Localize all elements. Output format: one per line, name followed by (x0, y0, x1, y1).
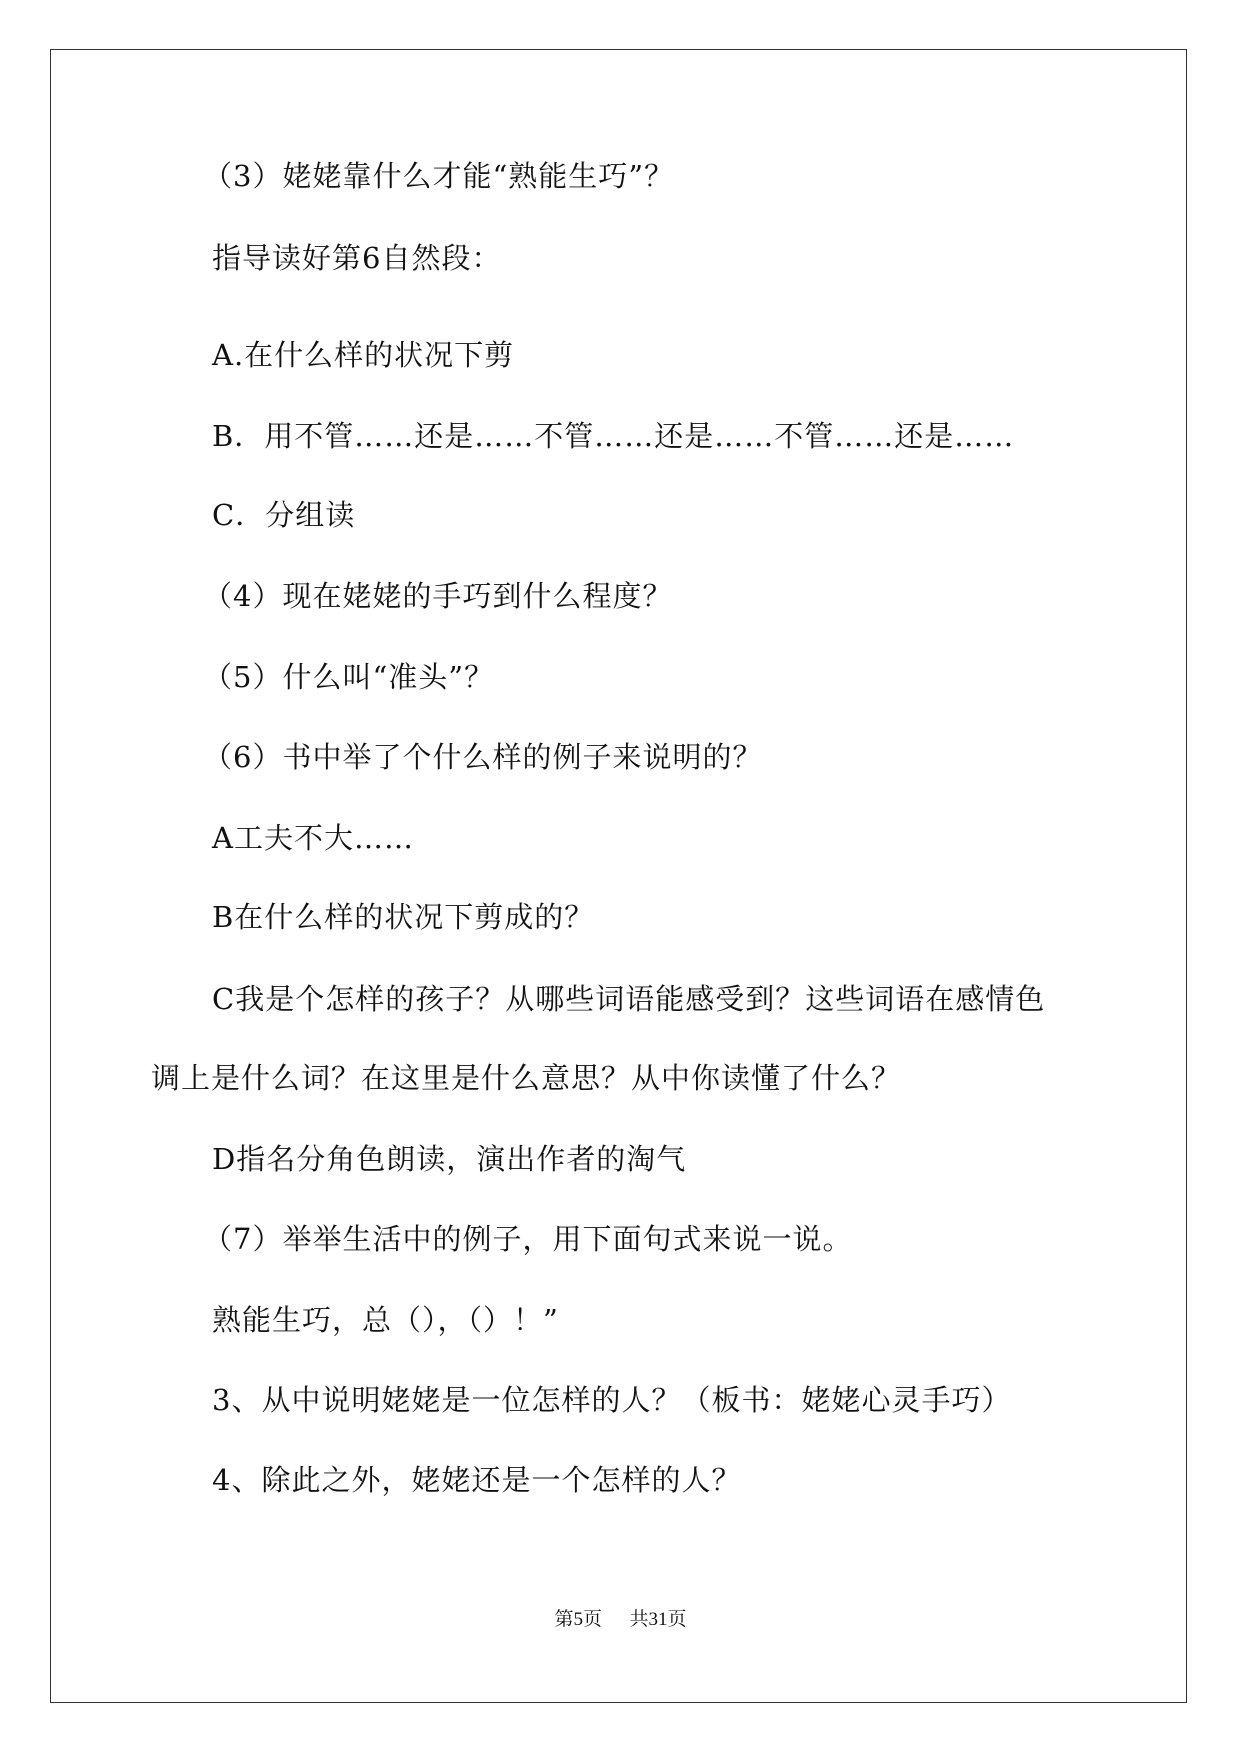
sentence-pattern: 熟能生巧，总（），（）！” (212, 1303, 559, 1337)
sub-item-a: A工夫不大…… (212, 821, 414, 855)
sub-item-c-continued: 调上是什么词？在这里是什么意思？从中你读懂了什么？ (151, 1061, 902, 1095)
item-c: C．分组读 (212, 498, 356, 532)
page-total: 共31页 (629, 1609, 687, 1630)
page-number: 第5页 (554, 1609, 602, 1630)
question-6: （6）书中举了个什么样的例子来说明的？ (203, 740, 763, 774)
step-4: 4、除此之外，姥姥还是一个怎样的人？ (212, 1463, 742, 1497)
question-4: （4）现在姥姥的手巧到什么程度？ (203, 579, 673, 613)
sub-item-c: C我是个怎样的孩子？从哪些词语能感受到？这些词语在感情色 (212, 982, 1046, 1016)
page-footer (0, 1608, 1241, 1632)
sub-item-d: D指名分角色朗读，演出作者的淘气 (212, 1142, 687, 1176)
question-3: （3）姥姥靠什么才能“熟能生巧”？ (203, 159, 675, 193)
item-b: B．用不管……还是……不管……还是……不管……还是…… (212, 419, 1015, 453)
step-3: 3、从中说明姥姥是一位怎样的人？（板书：姥姥心灵手巧） (212, 1383, 1012, 1417)
sub-item-b: B在什么样的状况下剪成的？ (212, 900, 595, 934)
question-5: （5）什么叫“准头”？ (203, 660, 495, 694)
page-border (50, 49, 1187, 1703)
guide-paragraph-6: 指导读好第6自然段： (212, 241, 502, 275)
item-a: A.在什么样的状况下剪 (212, 338, 515, 372)
question-7: （7）举举生活中的例子，用下面句式来说一说。 (203, 1222, 853, 1256)
